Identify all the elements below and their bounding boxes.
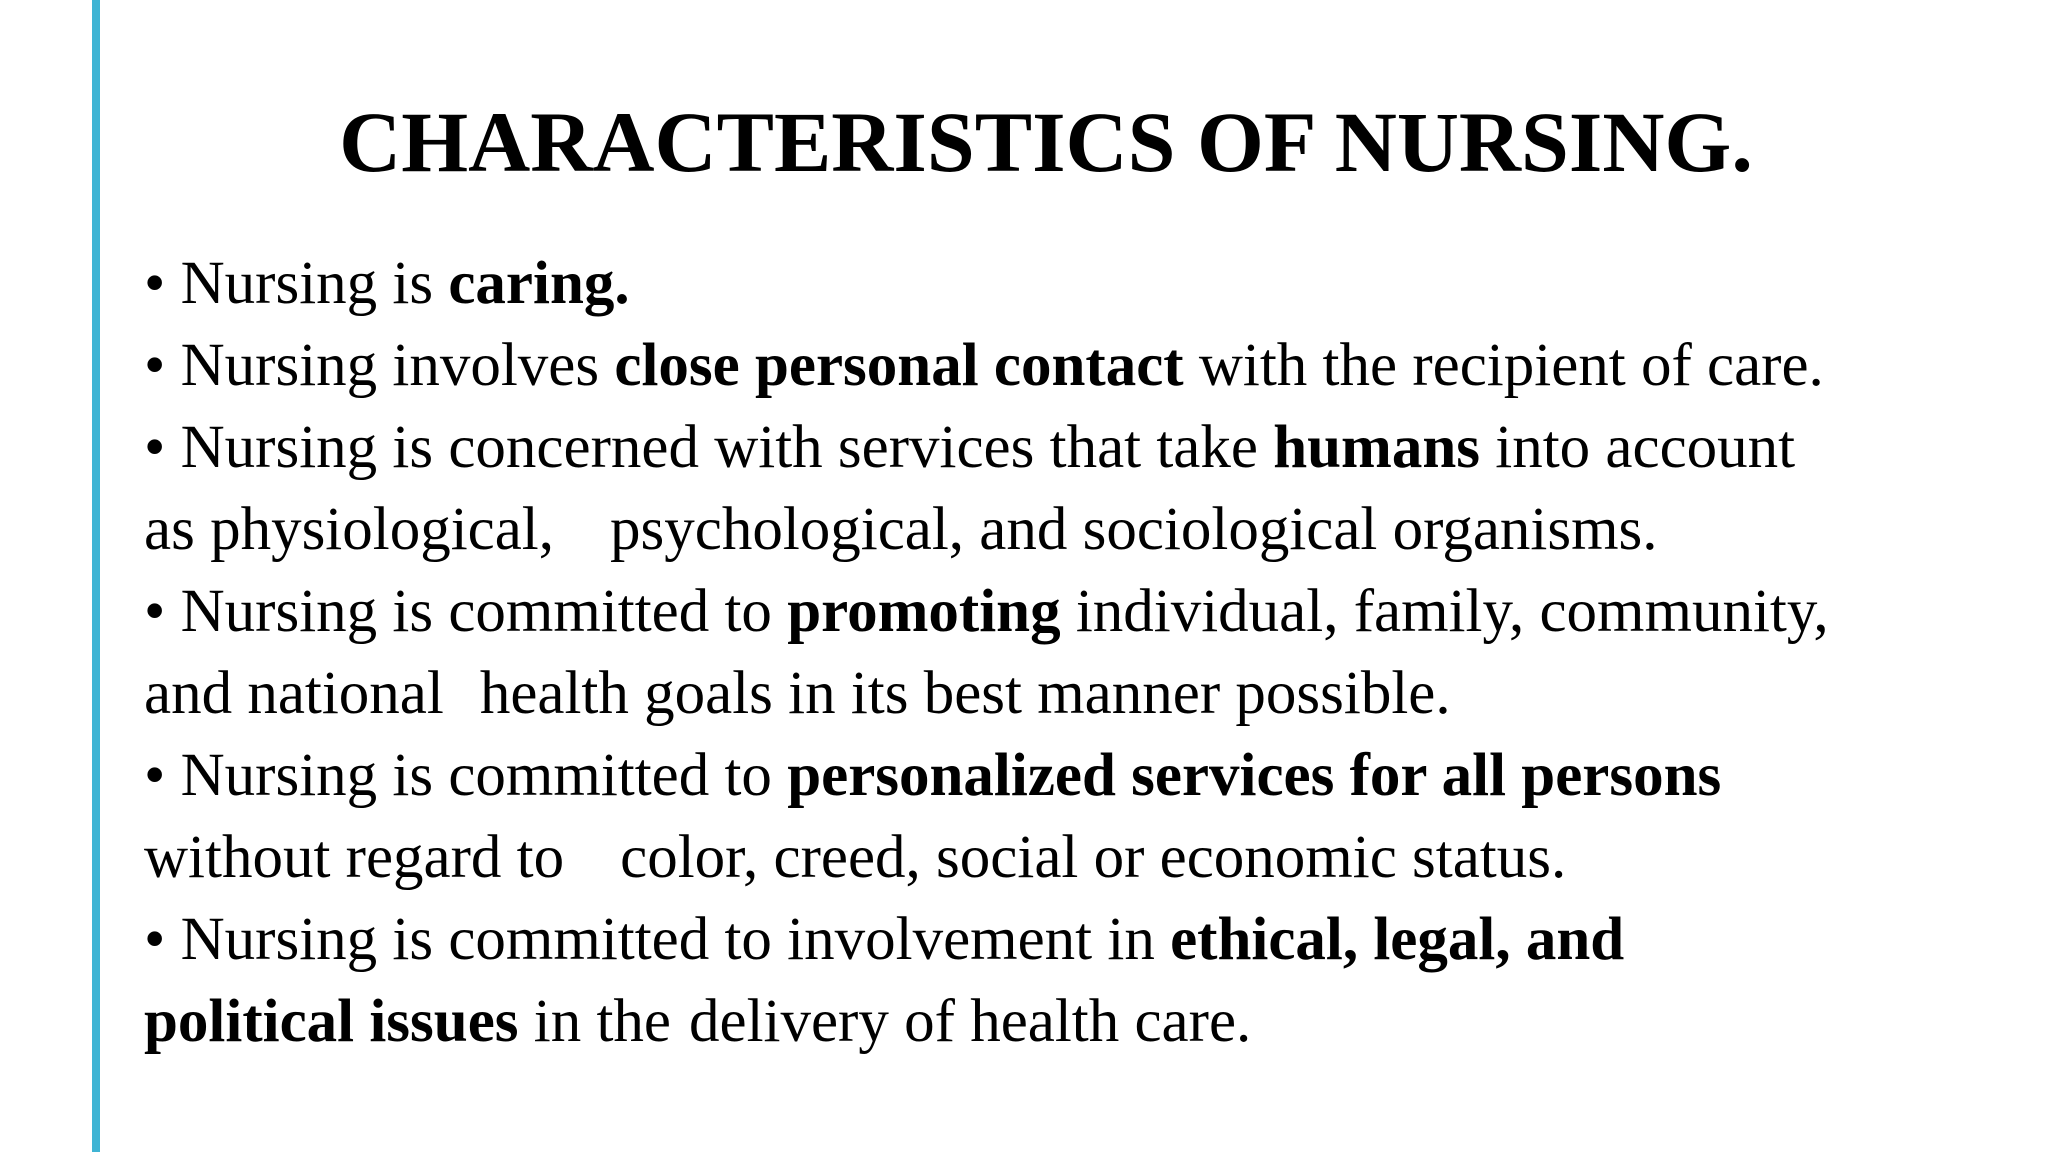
bullet-icon: • (144, 414, 166, 481)
bullet-item (144, 407, 2034, 489)
bullet-text: psychological, and sociological organisms. (610, 496, 1658, 563)
bullet-icon: • (144, 332, 166, 399)
bullet-icon: • (144, 250, 166, 317)
bullet-icon: • (144, 578, 166, 645)
bullet-emphasis: political issues (144, 988, 519, 1055)
bullet-text: health goals in its best manner possible. (479, 660, 1451, 727)
bullet-text: Nursing is committed to (180, 742, 788, 809)
bullet-icon: • (144, 742, 166, 809)
bullet-emphasis: close personal contact (614, 332, 1184, 399)
bullet-emphasis: humans (1273, 414, 1481, 481)
bullet-text: color, creed, social or economic status. (620, 824, 1567, 891)
bullet-continuation (144, 981, 2034, 1063)
bullet-continuation (144, 489, 2034, 571)
bullet-text: Nursing is committed to involvement in (180, 906, 1171, 973)
slide-title: CHARACTERISTICS OF NURSING. (339, 94, 1753, 190)
bullet-item (144, 325, 2034, 407)
bullet-item (144, 571, 2034, 653)
bullet-icon: • (144, 906, 166, 973)
bullet-text: Nursing involves (180, 332, 615, 399)
bullet-continuation (144, 653, 2034, 735)
bullet-text: without regard to (144, 824, 565, 891)
bullet-text: as physiological, (144, 496, 554, 563)
bullet-emphasis: ethical, legal, and (1170, 906, 1625, 973)
bullet-text: with the recipient of care. (1183, 332, 1824, 399)
bullet-text: into account (1480, 414, 1796, 481)
bullet-emphasis: caring. (448, 250, 630, 317)
bullet-text: Nursing is (180, 250, 449, 317)
bullet-emphasis: personalized services for all persons (787, 742, 1722, 809)
bullet-continuation (144, 817, 2034, 899)
bullet-text: individual, family, community, (1060, 578, 1829, 645)
bullet-text: in the (518, 988, 672, 1055)
bullet-item (144, 899, 2034, 981)
bullet-emphasis: promoting (787, 578, 1061, 645)
bullet-item (144, 735, 2034, 817)
bullet-list (144, 243, 2034, 1063)
bullet-text: Nursing is committed to (180, 578, 788, 645)
bullet-text: delivery of health care. (689, 988, 1252, 1055)
bullet-text: and national (144, 660, 444, 727)
bullet-text: Nursing is concerned with services that take (180, 414, 1274, 481)
bullet-item (144, 243, 2034, 325)
